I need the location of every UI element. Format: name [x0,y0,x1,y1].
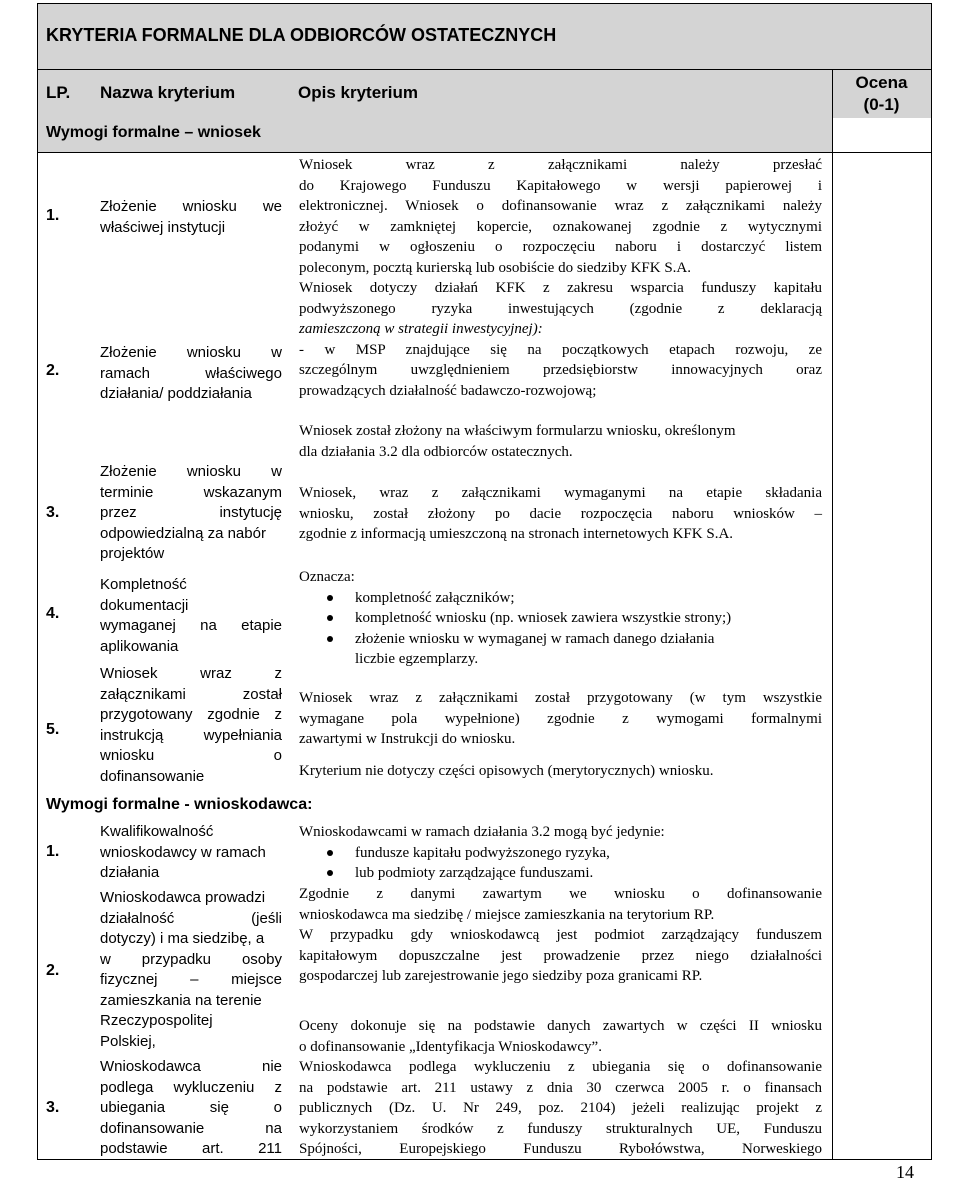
criterion-name: Złożenie wniosku w ramach właściwego działania/ poddziałania [100,344,282,402]
criterion-name: Wnioskodawca nie podlega wykluczeniu z ubiegania się o dofinansowanie na podstawie art. 211 [100,1058,282,1157]
list-item: złożenie wniosku w wymaganej w ramach danego działania [355,629,822,650]
column-header-opis: Opis kryterium [298,83,418,102]
column-header-lp: LP. [46,83,71,102]
lp-number: 3. [46,1099,60,1116]
bullet-icon [327,850,333,856]
criterion-name: Złożenie wniosku we właściwej instytucji [100,198,282,236]
criterion-description: Wnioskodawca podlega wykluczeniu z ubiegania się o dofinansowanie na podstawie art. 211 ustawy z dnia 30 czerwca 2005 r. o finansach publicznych (Dz. U. Nr 249, poz. 2104) jeżeli realizując projekt z wykorzystaniem środków z funduszy strukturalnych UE, Funduszu Spójności, Europejskiego Funduszu Rybołówstwa, Norweskiego [299,1059,822,1157]
lp-number: 1. [46,207,60,224]
list-item: fundusze kapitału podwyższonego ryzyka, [355,843,822,864]
criterion-description: Zgodnie z danymi zawartym we wniosku o dofinansowanie wnioskodawca ma siedzibę / miejsce zamieszkania na terytorium RP. W przypadku gdy wnioskodawcą jest podmiot zarządzający funduszem kapitałowym dopuszczalne jest prowadzenie przez niego działalności gospodarczej lub zarejestrowanie jego siedziby poza granicami RP. [299,886,822,984]
criterion-name: Kwalifikowalność wnioskodawcy w ramach działania [100,823,266,881]
list-item: kompletność załączników; [355,588,822,609]
criterion-description: Oceny dokonuje się na podstawie danych zawartych w części II wniosku o dofinansowanie „Identyfikacja Wnioskodawcy”. [299,1018,822,1055]
criterion-name: Kompletność dokumentacji wymaganej na etapie aplikowania [100,576,282,655]
criterion-description: Kryterium nie dotyczy części opisowych (merytorycznych) wniosku. [299,763,714,779]
criterion-description: Wnioskodawcami w ramach działania 3.2 mogą być jedynie: fundusze kapitału podwyższonego ryzyka, lub podmioty zarządzające funduszami. [299,822,822,884]
criterion-description: Oznacza: kompletność załączników; kompletność wniosku (np. wniosek zawiera wszystkie strony;) złożenie wniosku w wymaganej w ramach danego działania liczbie egzemplarzy. [299,567,822,670]
list-item: liczbie egzemplarzy. [355,651,479,667]
bullet-icon [327,595,333,601]
column-header-ocena-line2: (0-1) [863,95,900,114]
criterion-description: Wniosek, wraz z załącznikami wymaganymi na etapie składania wniosku, został złożony po dacie rozpoczęcia naboru wniosków – zgodnie z informacją umieszczoną na stronach internetowych KFK S.A. [299,485,822,542]
criterion-description: Wniosek wraz z załącznikami należy przesłać do Krajowego Funduszu Kapitałowego w wersji papierowej i elektronicznej. Wniosek o dofinansowanie wraz z załącznikami należy złożyć w zamkniętej kopercie, oznakowanej zgodnie z wytycznymi podanymi w ogłoszeniu o rozpoczęciu naboru i dostarczyć listem poleconym, pocztą kurierską lub osobiście do siedziby KFK S.A. Wniosek dotyczy działań KFK z zakresu wsparcia funduszy kapitału podwyższonego ryzyka inwestujących (zgodnie z deklaracją zamieszczoną w strategii inwestycyjnej): - w MSP znajdujące się na początkowych etapach rozwoju, ze szczególnym uwzględnieniem przedsiębiorstw innowacyjnych oraz prowadzących działalność badawczo-rozwojową; [299,157,822,399]
section-title-wniosek: Wymogi formalne – wniosek [46,124,261,141]
criterion-name: Wnioskodawca prowadzi działalność (jeśli dotyczy) i ma siedzibę, a w przypadku osoby fizycznej – miejsce zamieszkania na terenie Rzeczypospolitej Polskiej, [100,889,282,1050]
criterion-description: Wniosek został złożony na właściwym formularzu wniosku, określonym dla działania 3.2 dla odbiorców ostatecznych. [299,423,736,460]
page-number: 14 [896,1162,914,1182]
column-header-ocena-line1: Ocena [855,73,908,92]
list-item: kompletność wniosku (np. wniosek zawiera wszystkie strony;) [355,608,822,629]
column-header-ocena [832,72,931,116]
document-title: KRYTERIA FORMALNE DLA ODBIORCÓW OSTATECZNYCH [46,25,557,45]
list-item: lub podmioty zarządzające funduszami. [355,863,822,884]
criterion-name: Złożenie wniosku w terminie wskazanym przez instytucję odpowiedzialną za nabór projektów [100,463,282,562]
bullet-icon [327,636,333,642]
lp-number: 3. [46,504,60,521]
lp-number: 2. [46,962,60,979]
criterion-description: Wniosek wraz z załącznikami został przygotowany (w tym wszystkie wymagane pola wypełnione) zgodnie z wymogami formalnymi zawartymi w Instrukcji do wniosku. [299,690,822,747]
lp-number: 4. [46,605,60,622]
lp-number: 1. [46,843,60,860]
bullet-icon [327,870,333,876]
criterion-name: Wniosek wraz z załącznikami został przygotowany zgodnie z instrukcją wypełniania wniosku o dofinansowanie [100,665,282,785]
requirements-list [299,588,822,670]
section-title-wnioskodawca: Wymogi formalne - wnioskodawca: [46,796,313,813]
column-header-nazwa: Nazwa kryterium [100,83,236,102]
applicant-types-list [299,843,822,884]
lp-number: 5. [46,721,60,738]
bullet-icon [327,615,333,621]
lp-number: 2. [46,362,60,379]
